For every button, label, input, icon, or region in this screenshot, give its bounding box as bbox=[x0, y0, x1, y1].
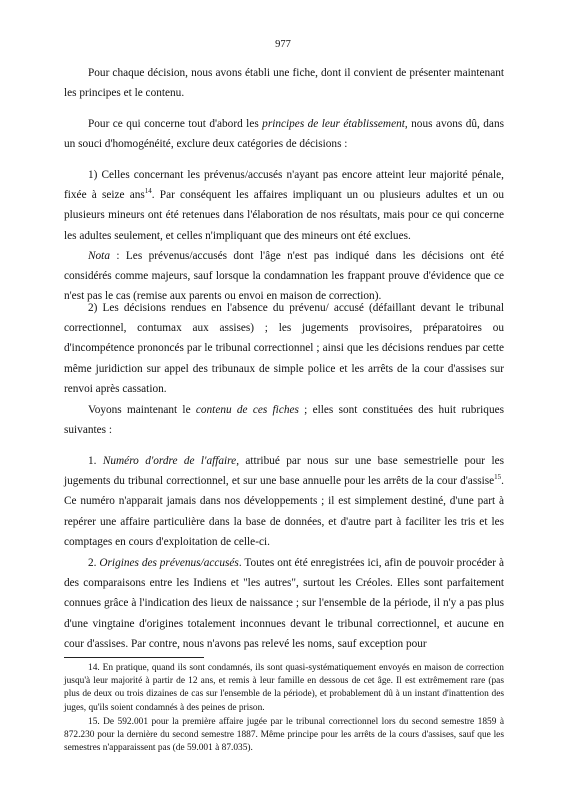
nota-label: Nota bbox=[88, 250, 110, 262]
item-2-number: 2. bbox=[88, 557, 100, 569]
principles-text-before: Pour ce qui concerne tout d'abord les bbox=[88, 118, 263, 130]
principles-text-after: , nous avons dû, dans un souci d'homogénéité, exclure deux catégories de décisions : bbox=[64, 118, 504, 151]
item-1-number: 1. bbox=[88, 455, 103, 467]
item-1-text-before: , attribué par nous sur une base semestrielle pour les jugements du tribunal correctionnel, et sur une base annuelle pour les arrêts de la cour d'assise bbox=[64, 455, 504, 488]
paragraph-item-2 bbox=[64, 553, 504, 654]
principles-emphasis: principes de leur établissement bbox=[262, 118, 405, 130]
item-2-title: Origines des prévenus/accusés bbox=[99, 557, 239, 569]
item-1-title: Numéro d'ordre de l'affaire bbox=[102, 455, 237, 467]
page-number: 977 bbox=[275, 39, 291, 50]
footnote-15 bbox=[64, 716, 504, 756]
minors-text-before: 1) Celles concernant les prévenus/accusés n'ayant pas encore atteint leur majorité pénale, fixée à seize ans bbox=[64, 169, 504, 202]
contents-intro-emphasis: contenu de ces fiches bbox=[195, 404, 299, 416]
contents-intro-after: ; elles sont constituées des huit rubriques suivantes : bbox=[64, 404, 504, 437]
paragraph-item-1 bbox=[64, 451, 504, 552]
footnote-15-text: 15. De 592.001 pour la première affaire jugée par le tribunal correctionnel lors du second semestre 1859 à 872.230 pour la dernière du second semestre 1887. Même principe pour les arrêts de la cours d'assises, sauf que les semestres n'apparaissent pas (de 59.001 à 87.035). bbox=[64, 717, 504, 754]
minors-text-after: . Par conséquent les affaires impliquant un ou plusieurs adultes et un ou plusieurs mineurs ont été retenues dans l'élaboration de nos résultats, mais pour ce qui concerne les adultes seulement, et celles n'impliquant que des mineurs ont été exclues. bbox=[64, 189, 505, 242]
footnote-ref-14[interactable]: 14 bbox=[144, 187, 152, 196]
paragraph-principles bbox=[64, 114, 504, 154]
absence-text: 2) Les décisions rendues en l'absence du prévenu/ accusé (défaillant devant le tribunal correctionnel, contumax aux assises) ; les jugements provisoires, préparatoires ou d'incompétence prononcés par le tribunal correctionnel ; ainsi que les décisions rendues par cette même juridiction sur appel des tribunaux de simple police et les arrêts de la cour d'assises sur renvoi après cassation. bbox=[64, 302, 504, 395]
paragraph-intro bbox=[64, 63, 504, 103]
paragraph-intro-text: Pour chaque décision, nous avons établi une fiche, dont il convient de présenter maintenant les principes et le contenu. bbox=[64, 67, 504, 100]
paragraph-minors bbox=[64, 165, 504, 246]
nota-text: : Les prévenus/accusés dont l'âge n'est pas indiqué dans les décisions ont été considérés comme majeurs, sauf lorsque la condamnation les frappant prouve d'évidence que ce n'est pas le cas (remise aux parents ou envoi en maison de correction). bbox=[64, 250, 504, 303]
footnote-14 bbox=[64, 662, 504, 715]
paragraph-contents-intro bbox=[64, 400, 504, 440]
contents-intro-before: Voyons maintenant le bbox=[88, 404, 196, 416]
footnote-ref-15[interactable]: 15 bbox=[494, 473, 502, 482]
paragraph-absence bbox=[64, 298, 504, 399]
footnote-14-text: 14. En pratique, quand ils sont condamnés, ils sont quasi-systématiquement envoyés en maison de correction jusqu'à leur majorité à partir de 12 ans, et remis à leur famille en dessous de cet âge. Il est extrêmement rare (pas plus de deux ou trois dizaines de cas sur l'ensemble de la période), et probablement dû à un instant d'inattention des juges, qu'ils soient condamnés à des peines de prison. bbox=[64, 663, 504, 713]
footnote-divider bbox=[64, 657, 204, 658]
item-1-text-after: . Ce numéro n'apparait jamais dans nos développements ; il est simplement destiné, d'une part à repérer une affaire particulière dans la base de données, et d'autre part à faciliter les tris et les comptages en cours d'exploitation de celle-ci. bbox=[64, 475, 504, 548]
item-2-text: . Toutes ont été enregistrées ici, afin de pouvoir procéder à des comparaisons entre les Indiens et "les autres", surtout les Créoles. Elles sont parfaitement connues grâce à l'indication des lieux de naissance ; sur l'ensemble de la période, il n'y a pas plus d'une vingtaine d'origines totalement inconnues devant le tribunal correctionnel, et aucune en cour d'assises. Par contre, nous n'avons pas relevé les noms, sauf exception pour bbox=[64, 557, 504, 650]
